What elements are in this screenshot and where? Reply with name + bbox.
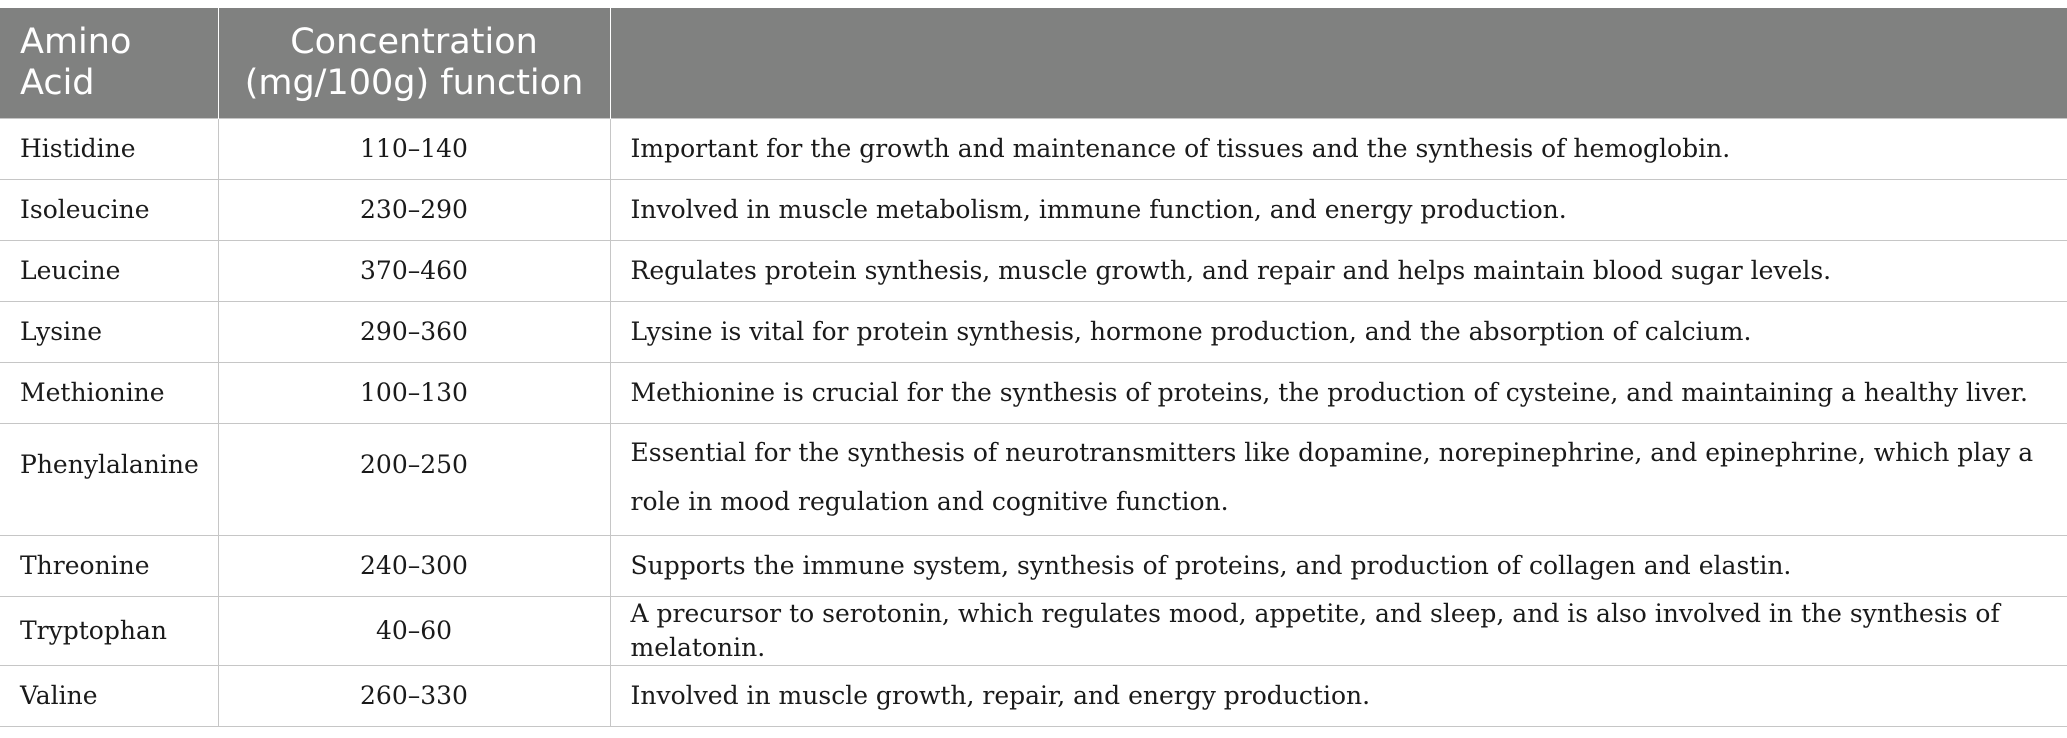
concentration-value: 40–60 [218, 596, 610, 665]
header-amino-acid: Amino Acid [0, 8, 218, 118]
header-function [610, 8, 2067, 118]
concentration-value: 200–250 [218, 423, 610, 535]
function-description: Methionine is crucial for the synthesis of proteins, the production of cysteine, and maintaining a healthy liver. [610, 362, 2067, 423]
amino-acid-table [0, 8, 2067, 727]
concentration-value: 370–460 [218, 240, 610, 301]
amino-acid-name: Tryptophan [0, 596, 218, 665]
function-description: Regulates protein synthesis, muscle growth, and repair and helps maintain blood sugar levels. [610, 240, 2067, 301]
table-row [0, 240, 2067, 301]
table-row [0, 362, 2067, 423]
function-description: Important for the growth and maintenance of tissues and the synthesis of hemoglobin. [610, 118, 2067, 179]
function-description: Lysine is vital for protein synthesis, hormone production, and the absorption of calcium. [610, 301, 2067, 362]
table-row [0, 118, 2067, 179]
amino-acid-name: Methionine [0, 362, 218, 423]
header-row [0, 8, 2067, 118]
concentration-value: 110–140 [218, 118, 610, 179]
table-row [0, 301, 2067, 362]
amino-acid-name: Threonine [0, 535, 218, 596]
concentration-value: 240–300 [218, 535, 610, 596]
table-header [0, 8, 2067, 118]
table-row [0, 179, 2067, 240]
concentration-value: 290–360 [218, 301, 610, 362]
function-description: Supports the immune system, synthesis of proteins, and production of collagen and elastin. [610, 535, 2067, 596]
header-concentration: Concentration (mg/100g) function [218, 8, 610, 118]
amino-acid-name: Valine [0, 665, 218, 726]
table-row [0, 665, 2067, 726]
amino-acid-name: Histidine [0, 118, 218, 179]
table-row [0, 596, 2067, 665]
function-description: Involved in muscle metabolism, immune function, and energy production. [610, 179, 2067, 240]
amino-acid-table-container [0, 8, 2067, 727]
amino-acid-name: Lysine [0, 301, 218, 362]
amino-acid-name: Phenylalanine [0, 423, 218, 535]
table-row [0, 535, 2067, 596]
concentration-value: 100–130 [218, 362, 610, 423]
function-description: Involved in muscle growth, repair, and energy production. [610, 665, 2067, 726]
amino-acid-name: Isoleucine [0, 179, 218, 240]
function-description: A precursor to serotonin, which regulates mood, appetite, and sleep, and is also involved in the synthesis of melatonin. [610, 596, 2067, 665]
concentration-value: 230–290 [218, 179, 610, 240]
table-row [0, 423, 2067, 535]
function-description: Essential for the synthesis of neurotransmitters like dopamine, norepinephrine, and epinephrine, which play a role in mood regulation and cognitive function. [610, 423, 2067, 535]
concentration-value: 260–330 [218, 665, 610, 726]
amino-acid-name: Leucine [0, 240, 218, 301]
table-body [0, 118, 2067, 726]
